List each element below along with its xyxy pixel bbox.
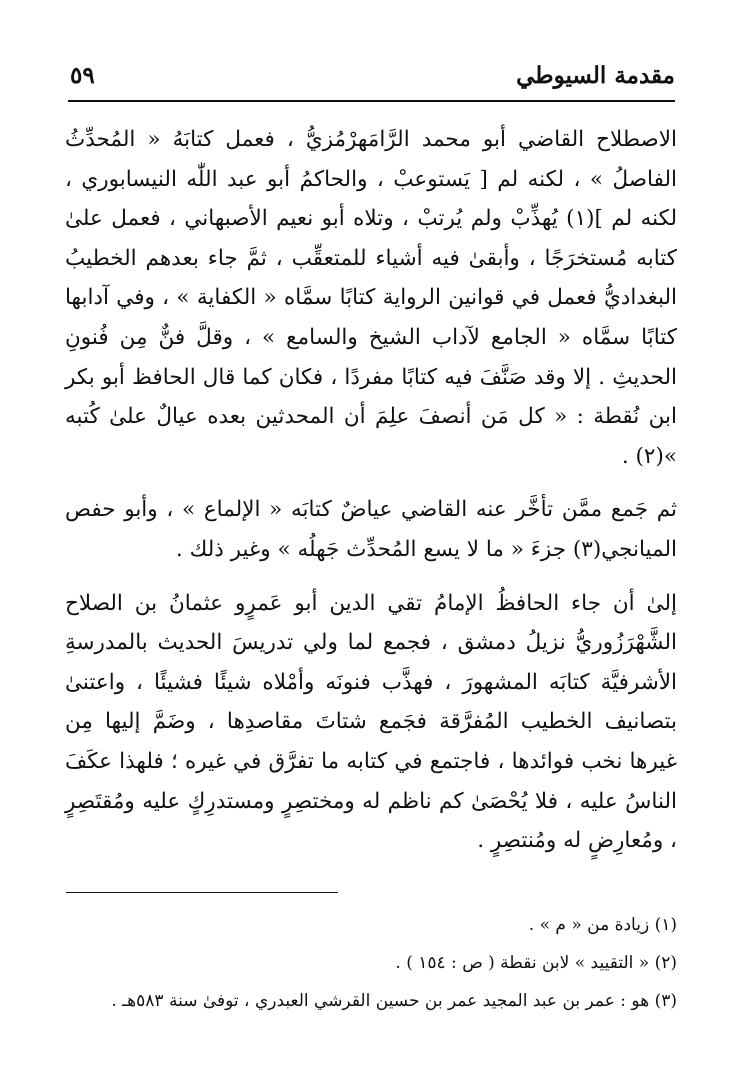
page-number: ٥٩	[70, 62, 95, 89]
footnote-2: (٢) « التقييد » لابن نقطة ( ص : ١٥٤ ) .	[395, 953, 677, 973]
running-title: مقدمة السيوطي	[516, 62, 675, 89]
footnote-separator	[66, 892, 338, 893]
paragraph-2: ثم جَمع ممَّن تأخَّر عنه القاضي عياضٌ كتابَه « الإلماع » ، وأبو حفص الميانجي(٣) جزءَ « ما لا يسع المُحدِّث جَهلُه » وغير ذلك .	[65, 497, 677, 562]
footnote-1: (١) زيادة من « م » .	[528, 915, 677, 935]
footnote-3: (٣) هو : عمر بن عبد المجيد عمر بن حسين القرشي العبدري ، توفىٰ سنة ٥٨٣هـ .	[111, 991, 677, 1011]
paragraph-1: الاصطلاح القاضي أبو محمد الرَّامَهرْمُزيُّ ، فعمل كتابَهُ « المُحدِّثُ الفاصلُ » ، لكنه لم [ يَستوعبْ ، والحاكمُ أبو عبد اللّٰه النيسابوري ، لكنه لم ](١) يُهذِّبْ ولم يُرتبْ ، وتلاه أبو نعيم الأصبهاني ، فعمل علىٰ كتابه مُستخرَجًا ، وأبقىٰ فيه أشياء للمتعقِّب ، ثمَّ جاء بعدهم الخطيبُ البغداديُّ فعمل في قوانين الرواية كتابًا سمَّاه « الكفاية » ، وفي آدابها كتابًا سمَّاه « الجامع لآداب الشيخ والسامع » ، وقلَّ فنٌّ مِن فُنونِ الحديثِ . إلا وقد صَنَّفَ فيه كتابًا مفردًا ، فكان كما قال الحافظ أبو بكر ابن نُقطة : « كل مَن أنصفَ علِمَ أن المحدثين بعده عيالٌ علىٰ كُتبه »(٢) .	[65, 127, 678, 469]
page-header	[68, 58, 675, 102]
paragraph-3: إلىٰ أن جاء الحافظُ الإمامُ تقي الدين أبو عَمرٍو عثمانُ بن الصلاح الشَّهْرَزُوريُّ نزيلُ دمشق ، فجمع لما ولي تدريسَ الحديث بالمدرسةِ الأشرفيَّة كتابَه المشهورَ ، فهذَّب فنونَه وأمْلاه شيئًا فشيئًا ، واعتنىٰ بتصانيف الخطيب المُفرَّقة فجَمع شتاتَ مقاصدِها ، وضَمَّ إليها مِن غيرها نخب فوائدها ، فاجتمع في كتابه ما تفرَّق في غيره ؛ فلهذا عكَفَ الناسُ عليه ، فلا يُحْصَىٰ كم ناظم له ومختصِرٍ ومستدرِكٍ عليه ومُقتَصِرٍ ، ومُعارِضٍ له ومُنتصِرٍ .	[65, 590, 677, 854]
footnotes	[65, 906, 677, 1020]
main-text	[65, 120, 677, 861]
